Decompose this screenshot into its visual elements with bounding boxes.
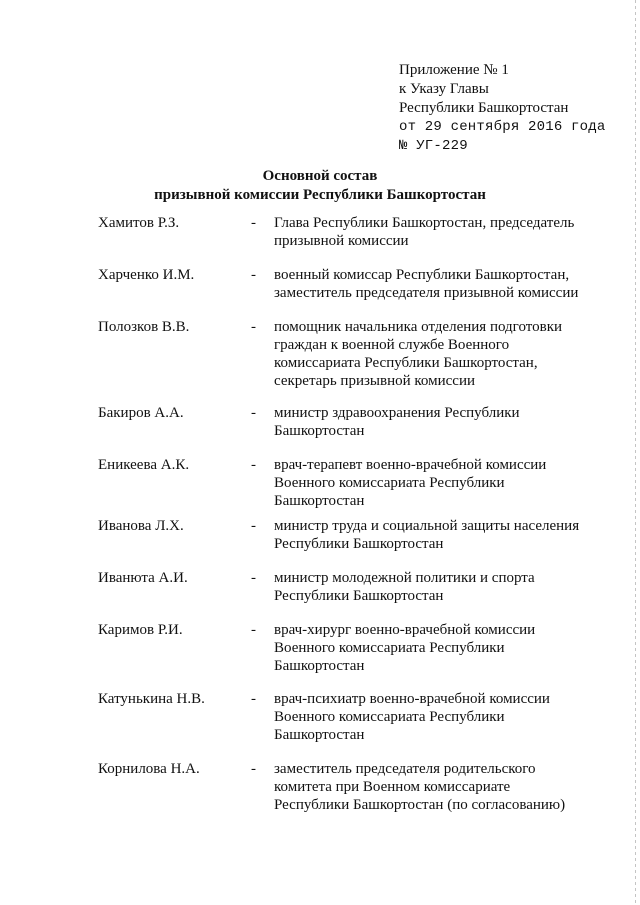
member-name: Еникеева А.К.: [98, 457, 190, 473]
title-line-1: Основной состав: [262, 168, 378, 184]
appendix-date: от 29 сентября 2016 года: [399, 119, 606, 135]
appendix-decree-number: № УГ-229: [399, 138, 468, 154]
member-dash: -: [251, 761, 256, 777]
member-name: Полозков В.В.: [98, 319, 190, 335]
member-role: помощник начальника отделения подготовки граждан к военной службе Военного комиссариата Республики Башкортостан, секретарь призывной комиссии: [274, 319, 563, 389]
appendix-header: [399, 61, 629, 156]
member-name: Корнилова Н.А.: [98, 761, 200, 777]
member-role: врач-терапевт военно-врачебной комиссии Военного комиссариата Республики Башкортостан: [274, 457, 547, 509]
member-dash: -: [251, 622, 256, 638]
member-dash: -: [251, 319, 256, 335]
member-role: военный комиссар Республики Башкортостан, заместитель председателя призывной комиссии: [274, 267, 579, 301]
member-name: Харченко И.М.: [98, 267, 195, 283]
member-role: министр здравоохранения Республики Башкортостан: [274, 405, 520, 439]
document-title: [100, 167, 540, 205]
member-role: министр молодежной политики и спорта Республики Башкортостан: [274, 570, 535, 604]
title-line-2: призывной комиссии Республики Башкортостан: [154, 187, 486, 203]
member-role: заместитель председателя родительского комитета при Военном комиссариате Республики Башкортостан (по согласованию): [274, 761, 566, 813]
member-role: врач-хирург военно-врачебной комиссии Военного комиссариата Республики Башкортостан: [274, 622, 536, 674]
member-role: Глава Республики Башкортостан, председатель призывной комиссии: [274, 215, 575, 249]
member-dash: -: [251, 215, 256, 231]
member-name: Иванюта А.И.: [98, 570, 188, 586]
appendix-number: Приложение № 1: [399, 62, 509, 78]
member-dash: -: [251, 457, 256, 473]
member-name: Каримов Р.И.: [98, 622, 183, 638]
scan-edge: [635, 0, 636, 905]
member-dash: -: [251, 570, 256, 586]
appendix-decree: к Указу Главы: [399, 81, 489, 97]
member-dash: -: [251, 267, 256, 283]
member-role: министр труда и социальной защиты населения Республики Башкортостан: [274, 518, 580, 552]
member-dash: -: [251, 518, 256, 534]
member-name: Иванова Л.Х.: [98, 518, 184, 534]
member-role: врач-психиатр военно-врачебной комиссии Военного комиссариата Республики Башкортостан: [274, 691, 550, 743]
appendix-republic: Республики Башкортостан: [399, 100, 569, 116]
member-name: Катунькина Н.В.: [98, 691, 205, 707]
member-name: Хамитов Р.З.: [98, 215, 180, 231]
member-name: Бакиров А.А.: [98, 405, 184, 421]
member-dash: -: [251, 405, 256, 421]
member-dash: -: [251, 691, 256, 707]
